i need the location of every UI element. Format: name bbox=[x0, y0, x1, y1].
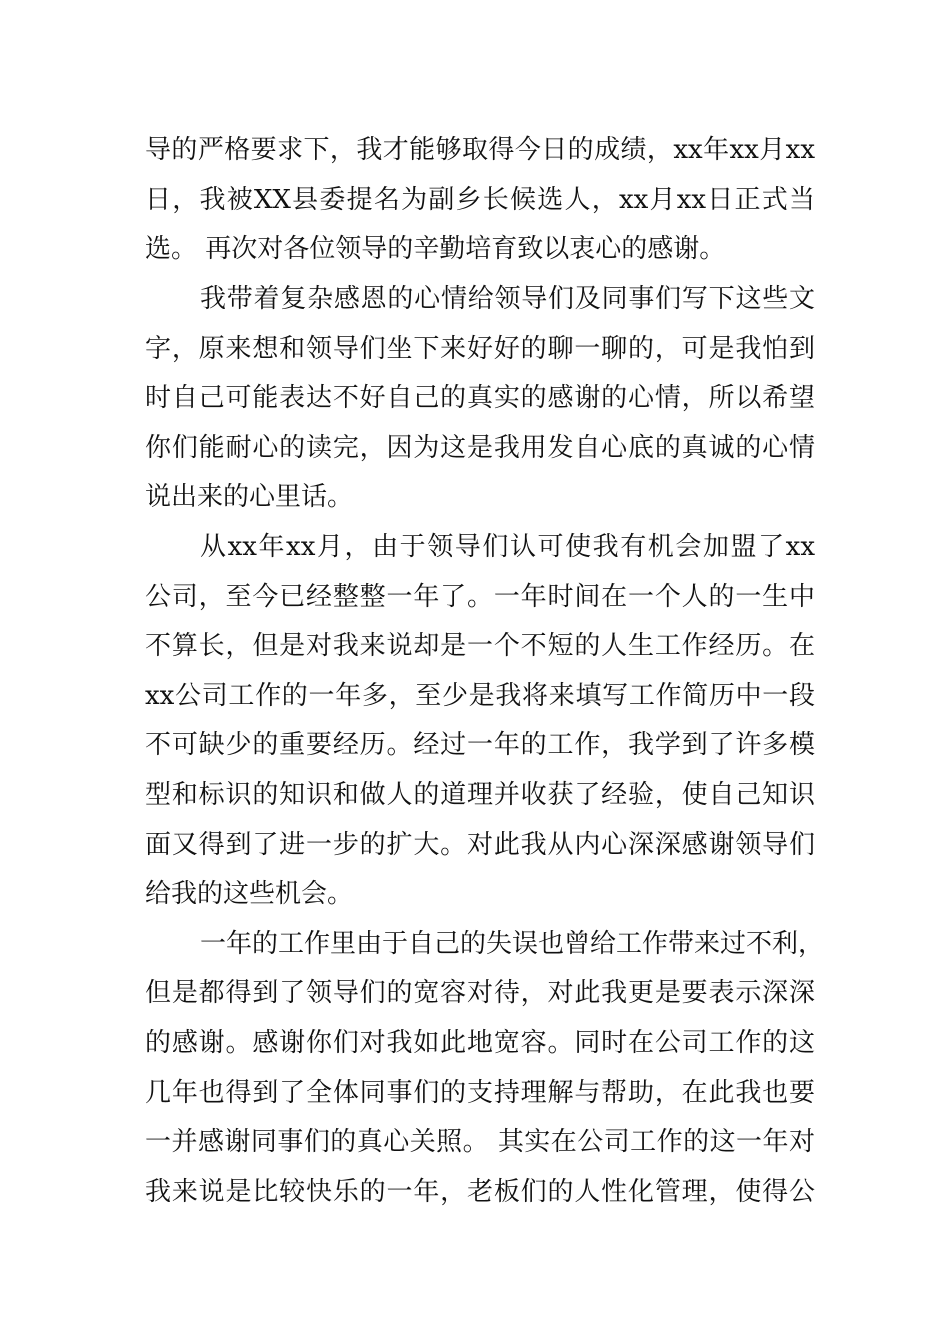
text-line: 从xx年xx月，由于领导们认可使我有机会加盟了xx bbox=[200, 532, 815, 562]
text-line: 但是都得到了领导们的宽容对待，对此我更是要表示深深 bbox=[145, 978, 815, 1008]
text-line: 我带着复杂感恩的心情给领导们及同事们写下这些文 bbox=[200, 284, 815, 314]
text-line: 型和标识的知识和做人的道理并收获了经验，使自己知识 bbox=[145, 780, 815, 810]
text-line: 的感谢。感谢你们对我如此地宽容。同时在公司工作的这 bbox=[145, 1028, 815, 1058]
text-line: 说出来的心里话。 bbox=[145, 482, 354, 512]
text-line: 导的严格要求下，我才能够取得今日的成绩，xx年xx月xx bbox=[145, 135, 815, 165]
text-line: 公司，至今已经整整一年了。一年时间在一个人的一生中 bbox=[145, 582, 815, 612]
text-line: 我来说是比较快乐的一年，老板们的人性化管理，使得公 bbox=[145, 1177, 815, 1207]
text-line: xx公司工作的一年多，至少是我将来填写工作简历中一段 bbox=[145, 681, 815, 711]
text-line: 不可缺少的重要经历。经过一年的工作，我学到了许多模 bbox=[145, 730, 815, 760]
text-line: 一年的工作里由于自己的失误也曾给工作带来过不利， bbox=[200, 929, 825, 959]
text-line: 给我的这些机会。 bbox=[145, 879, 354, 909]
text-line: 几年也得到了全体同事们的支持理解与帮助，在此我也要 bbox=[145, 1078, 815, 1108]
text-line: 一并感谢同事们的真心关照。 其实在公司工作的这一年对 bbox=[145, 1127, 815, 1157]
text-line: 不算长，但是对我来说却是一个不短的人生工作经历。在 bbox=[145, 631, 815, 661]
text-line: 字，原来想和领导们坐下来好好的聊一聊的，可是我怕到 bbox=[145, 334, 815, 364]
text-line: 选。 再次对各位领导的辛勤培育致以衷心的感谢。 bbox=[145, 234, 726, 264]
text-line: 面又得到了进一步的扩大。对此我从内心深深感谢领导们 bbox=[145, 830, 815, 860]
text-line: 你们能耐心的读完，因为这是我用发自心底的真诚的心情 bbox=[145, 433, 815, 463]
text-line: 日，我被XX县委提名为副乡长候选人，xx月xx日正式当 bbox=[145, 185, 815, 215]
text-line: 时自己可能表达不好自己的真实的感谢的心情，所以希望 bbox=[145, 383, 815, 413]
